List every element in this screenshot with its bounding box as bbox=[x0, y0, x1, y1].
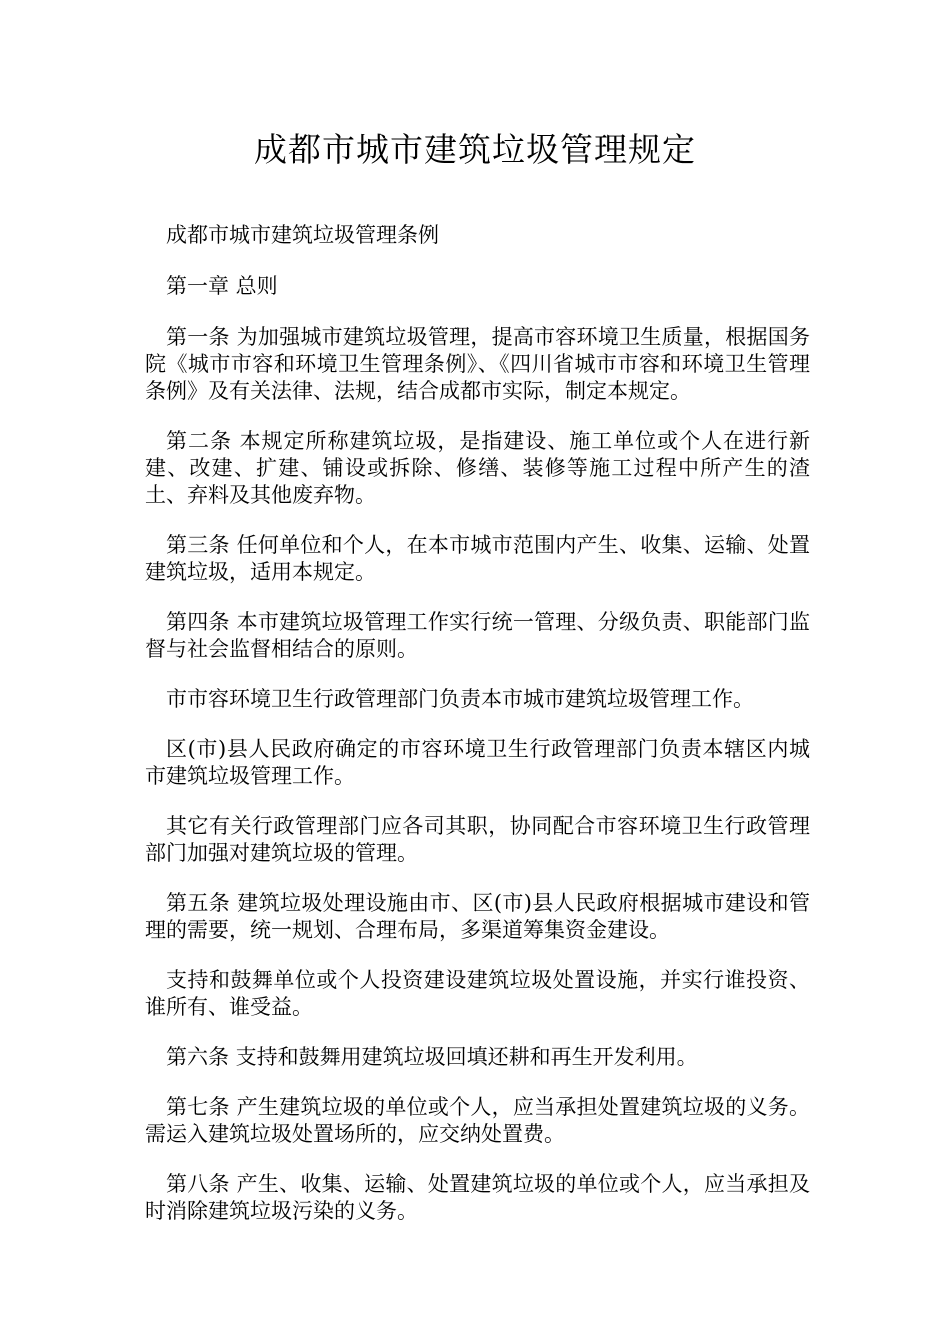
article-3: 第三条 任何单位和个人，在本市城市范围内产生、收集、运输、处置建筑垃圾，适用本规定。 bbox=[145, 533, 810, 584]
document-body bbox=[145, 222, 810, 1248]
article-4-clause-2: 市市容环境卫生行政管理部门负责本市城市建筑垃圾管理工作。 bbox=[166, 687, 754, 711]
article-4: 第四条 本市建筑垃圾管理工作实行统一管理、分级负责、职能部门监督与社会监督相结合的原则。 bbox=[145, 610, 810, 661]
article-4-clause-3: 区(市)县人民政府确定的市容环境卫生行政管理部门负责本辖区内城市建筑垃圾管理工作。 bbox=[145, 737, 810, 788]
article-5-clause-2: 支持和鼓舞单位或个人投资建设建筑垃圾处置设施，并实行谁投资、谁所有、谁受益。 bbox=[145, 968, 810, 1019]
document-title: 成都市城市建筑垃圾管理规定 bbox=[254, 130, 696, 169]
article-1: 第一条 为加强城市建筑垃圾管理，提高市容环境卫生质量，根据国务院《城市市容和环境卫生管理条例》、《四川省城市市容和环境卫生管理条例》及有关法律、法规，结合成都市实际，制定本规定。 bbox=[145, 325, 810, 403]
article-6: 第六条 支持和鼓舞用建筑垃圾回填还耕和再生开发利用。 bbox=[166, 1045, 698, 1069]
article-2: 第二条 本规定所称建筑垃圾，是指建设、施工单位或个人在进行新建、改建、扩建、铺设或拆除、修缮、装修等施工过程中所产生的渣土、弃料及其他废弃物。 bbox=[145, 429, 810, 507]
article-7: 第七条 产生建筑垃圾的单位或个人，应当承担处置建筑垃圾的义务。需运入建筑垃圾处置场所的，应交纳处置费。 bbox=[145, 1095, 810, 1146]
chapter-heading: 第一章 总则 bbox=[166, 274, 278, 298]
article-4-clause-4: 其它有关行政管理部门应各司其职，协同配合市容环境卫生行政管理部门加强对建筑垃圾的管理。 bbox=[145, 814, 810, 865]
article-8: 第八条 产生、收集、运输、处置建筑垃圾的单位或个人，应当承担及时消除建筑垃圾污染的义务。 bbox=[145, 1172, 810, 1223]
article-5: 第五条 建筑垃圾处理设施由市、区(市)县人民政府根据城市建设和管理的需要，统一规划、合理布局，多渠道筹集资金建设。 bbox=[145, 891, 810, 942]
regulation-name: 成都市城市建筑垃圾管理条例 bbox=[166, 223, 439, 247]
